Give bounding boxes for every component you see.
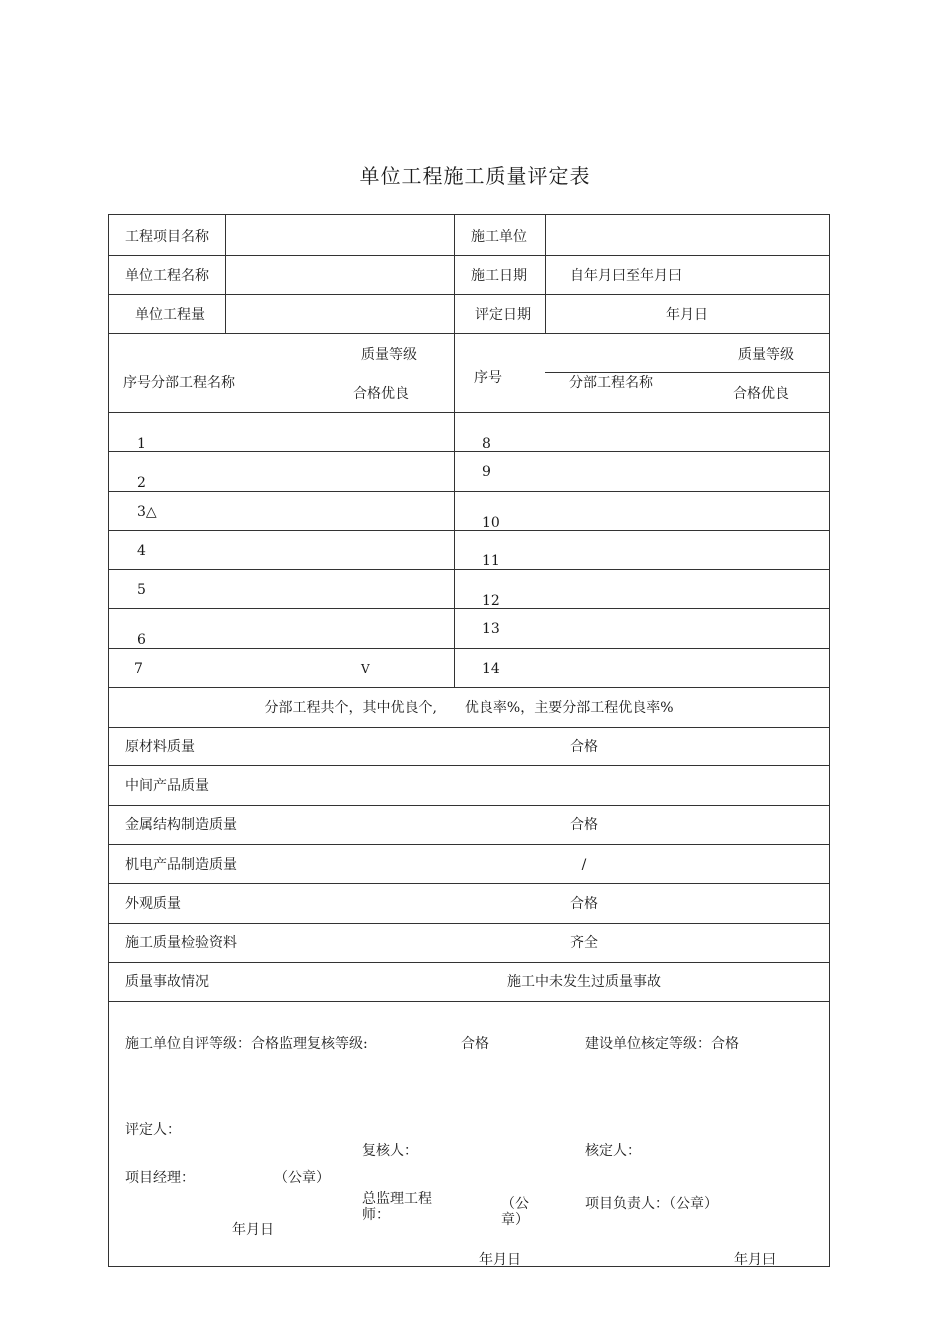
row-divider bbox=[109, 765, 829, 766]
quality-item-label: 金属结构制造质量 bbox=[125, 817, 237, 833]
quality-item-value: / bbox=[581, 857, 587, 873]
construction-date-label: 施工日期 bbox=[471, 268, 527, 284]
seq-name-label-left: 序号分部工程名称 bbox=[123, 375, 235, 391]
quality-item-value: 齐全 bbox=[570, 935, 598, 951]
col-divider bbox=[454, 215, 455, 333]
row-number: 11 bbox=[482, 553, 500, 569]
row-7-check-mark: V bbox=[361, 662, 370, 676]
row-number: 7 bbox=[134, 661, 143, 677]
supervision-grade-value: 合格 bbox=[461, 1036, 489, 1052]
seal-label: （公章） bbox=[501, 1196, 529, 1228]
quality-item-value: 合格 bbox=[570, 739, 598, 755]
quality-item-label: 施工质量检验资料 bbox=[125, 935, 237, 951]
row-divider bbox=[109, 569, 829, 570]
row-divider bbox=[109, 727, 829, 728]
row-number: 4 bbox=[137, 543, 146, 559]
row-divider bbox=[109, 608, 829, 609]
evaluation-date-label: 评定日期 bbox=[475, 307, 531, 323]
quality-item-label: 质量事故情况 bbox=[125, 974, 209, 990]
construction-date-value: 自年月曰至年月曰 bbox=[570, 268, 682, 284]
row-number: 5 bbox=[137, 582, 146, 598]
row-divider bbox=[109, 962, 829, 963]
row-number: 2 bbox=[137, 475, 146, 491]
unit-quantity-label: 单位工程量 bbox=[135, 307, 205, 323]
quality-item-label: 原材料质量 bbox=[125, 739, 195, 755]
row-divider bbox=[109, 412, 829, 413]
quality-item-label: 中间产品质量 bbox=[125, 778, 209, 794]
quality-item-label: 机电产品制造质量 bbox=[125, 857, 237, 873]
evaluator-label: 评定人： bbox=[125, 1122, 181, 1138]
row-number: 3△ bbox=[137, 504, 157, 520]
quality-grade-label-right: 质量等级 bbox=[738, 347, 794, 363]
row-divider bbox=[109, 491, 829, 492]
row-number: 13 bbox=[482, 621, 500, 637]
quality-grade-label-left: 质量等级 bbox=[361, 347, 417, 363]
row-number: 1 bbox=[137, 436, 146, 452]
project-manager-label: 项目经理： bbox=[125, 1170, 195, 1186]
row-divider bbox=[109, 255, 829, 256]
self-grade-text: 施工单位自评等级：合格监理复核等级: bbox=[125, 1036, 368, 1052]
row-number: 6 bbox=[137, 632, 146, 648]
col-divider bbox=[225, 215, 226, 333]
reviewer-label: 复核人： bbox=[362, 1143, 418, 1159]
row-divider bbox=[109, 451, 829, 452]
project-leader-label: 项目负责人：（公章） bbox=[585, 1196, 718, 1212]
approver-label: 核定人： bbox=[585, 1143, 641, 1159]
quality-item-value: 施工中未发生过质量事故 bbox=[507, 974, 661, 990]
quality-item-label: 外观质量 bbox=[125, 896, 181, 912]
pass-excellent-label-right: 合格优良 bbox=[733, 386, 789, 402]
page-title: 单位工程施工质量评定表 bbox=[359, 164, 591, 188]
row-divider bbox=[109, 923, 829, 924]
row-divider bbox=[109, 844, 829, 845]
row-divider bbox=[109, 883, 829, 884]
date-label: 年月日 bbox=[232, 1222, 274, 1238]
owner-grade-text: 建设单位核定等级：合格 bbox=[585, 1036, 739, 1052]
unit-name-label: 单位工程名称 bbox=[125, 268, 209, 284]
quality-item-value: 合格 bbox=[570, 817, 598, 833]
row-divider bbox=[109, 294, 829, 295]
row-divider bbox=[109, 333, 829, 334]
row-divider bbox=[109, 805, 829, 806]
chief-supervisor-label: 总监理工程师： bbox=[362, 1191, 432, 1223]
seq-label-right: 序号 bbox=[474, 370, 502, 386]
row-divider bbox=[109, 530, 829, 531]
row-divider bbox=[109, 687, 829, 688]
col-divider bbox=[545, 215, 546, 333]
subheader-divider bbox=[545, 372, 829, 373]
row-number: 8 bbox=[482, 436, 491, 452]
date-label: 年月曰 bbox=[734, 1252, 776, 1268]
row-number: 12 bbox=[482, 593, 500, 609]
row-divider bbox=[109, 648, 829, 649]
evaluation-table bbox=[108, 214, 830, 1267]
summary-text: 分部工程共个，其中优良个, 优良率%，主要分部工程优良率% bbox=[264, 700, 674, 716]
date-label: 年月日 bbox=[479, 1252, 521, 1268]
row-divider bbox=[109, 1001, 829, 1002]
row-number: 9 bbox=[482, 464, 491, 480]
col-divider bbox=[454, 333, 455, 687]
sub-name-label-right: 分部工程名称 bbox=[569, 375, 653, 391]
pass-excellent-label-left: 合格优良 bbox=[353, 386, 409, 402]
row-number: 14 bbox=[482, 661, 500, 677]
quality-item-value: 合格 bbox=[570, 896, 598, 912]
seal-label: （公章） bbox=[274, 1170, 330, 1186]
project-name-label: 工程项目名称 bbox=[125, 229, 209, 245]
evaluation-date-value: 年月日 bbox=[666, 307, 708, 323]
row-number: 10 bbox=[482, 515, 500, 531]
contractor-label: 施工单位 bbox=[471, 229, 527, 245]
